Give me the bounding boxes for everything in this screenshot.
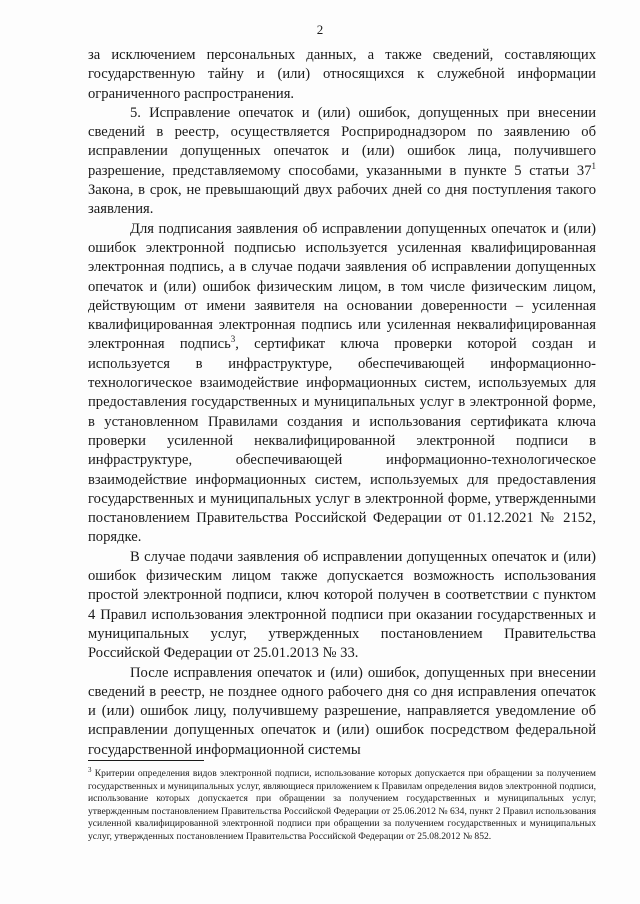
paragraph-continuation: за исключением персональных данных, а также сведений, составляющих государственную тайну и (или) относящихся к служебной информации ограниченного распространения. xyxy=(88,47,596,102)
page-number: 2 xyxy=(316,22,324,37)
paragraph-text: , сертификат ключа проверки которой создан и используется в инфраструктуре, обеспечивающей информационно-технологическое взаимодействие информационных систем, используемых для предоставления государственных и муниципальных услуг в электронной форме, в установленном Правилами создания и использования сертификата ключа проверки усиленной неквалифицированной электронной подписи в инфраструктуре, обеспечивающей информационно-технологическое взаимодействие информационных систем, используемых для предоставления государственных и муниципальных услуг в электронной форме, утвержденными постановлением Правительства Российской Федерации от 01.12.2021 № 2152, порядке. xyxy=(88,336,596,546)
footnote-reference[interactable]: 3 xyxy=(230,334,236,345)
paragraph-signature-requirements xyxy=(88,220,596,548)
superscript-marker: 1 xyxy=(591,160,596,171)
paragraph-simple-signature: В случае подачи заявления об исправлении допущенных опечаток и (или) ошибок физическим лицом также допускается возможность использования простой электронной подписи, ключ которой получен в соответствии с пунктом 4 Правил использования электронной подписи при оказании государственных и муниципальных услуг, утвержденных постановлением Правительства Российской Федерации от 25.01.2013 № 33. xyxy=(88,548,596,662)
document-body xyxy=(88,46,596,760)
paragraph-notification: После исправления опечаток и (или) ошибок, допущенных при внесении сведений в реестр, не позднее одного рабочего дня со дня исправления опечаток и (или) ошибок лицу, получившему разрешение, направляется уведомление об исправлении допущенных опечаток и (или) ошибок посредством федеральной государственной информационной системы xyxy=(88,664,596,758)
footnote xyxy=(88,765,596,844)
footnote-divider xyxy=(88,760,204,761)
paragraph-text: 5. Исправление опечаток и (или) ошибок, допущенных при внесении сведений в реестр, осуществляется Росприроднадзором по заявлению об исправлении допущенных опечаток и (или) ошибок лица, получившего разрешение, представляемому способами, указанными в пункте 5 статьи 37 xyxy=(88,104,596,179)
paragraph-text: Для подписания заявления об исправлении допущенных опечаток и (или) ошибок электронной подписью используется усиленная квалифицированная электронная подпись, а в случае подачи заявления об исправлении допущенных опечаток и (или) ошибок физическим лицом, в том числе физическим лицом, действующим от имени заявителя на основании доверенности – усиленная квалифицированная электронная подпись или усиленная неквалифицированная электронная подпись xyxy=(88,220,596,353)
paragraph-item-5 xyxy=(88,104,596,220)
footnote-text: Критерии определения видов электронной подписи, использование которых допускается при обращении за получением государственных и муниципальных услуг, являющиеся приложением к Правилам определения видов электронной подписи, использование которых допускается при обращении за получением государственных и муниципальных услуг, утвержденным постановлением Правительства Российской Федерации от 25.06.2012 № 634, пункт 2 Правил использования усиленной квалифицированной электронной подписи при обращении за получением государственных и муниципальных услуг, утвержденных постановлением Правительства Российской Федерации от 25.08.2012 № 852. xyxy=(88,768,596,842)
paragraph-text: Закона, в срок, не превышающий двух рабочих дней со дня поступления такого заявления. xyxy=(88,182,596,218)
footnote-marker: 3 xyxy=(88,765,92,774)
